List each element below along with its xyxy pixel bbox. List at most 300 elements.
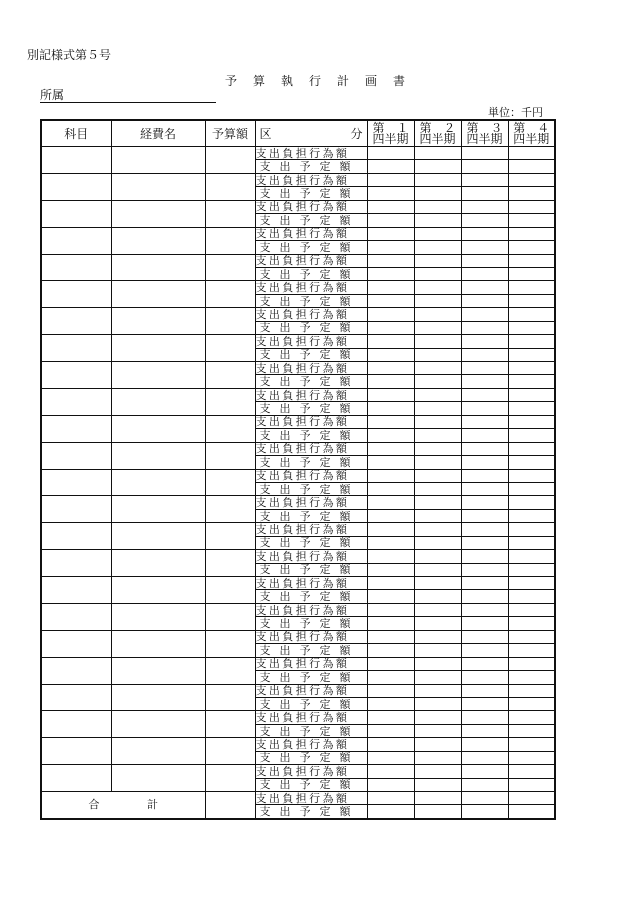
quarter-3-planned-cell[interactable] — [461, 348, 508, 361]
quarter-1-commitment-cell[interactable] — [367, 523, 414, 536]
budget-amount-cell[interactable] — [205, 281, 255, 308]
quarter-2-commitment-cell[interactable] — [414, 630, 461, 643]
quarter-2-planned-cell[interactable] — [414, 348, 461, 361]
quarter-1-planned-cell[interactable] — [367, 187, 414, 200]
quarter-2-commitment-cell[interactable] — [414, 335, 461, 348]
quarter-3-planned-cell[interactable] — [461, 214, 508, 227]
quarter-1-planned-cell[interactable] — [367, 751, 414, 764]
quarter-4-planned-cell[interactable] — [508, 617, 555, 630]
expense-name-cell[interactable] — [111, 362, 205, 389]
quarter-1-commitment-cell[interactable] — [367, 657, 414, 670]
quarter-3-commitment-cell[interactable] — [461, 200, 508, 213]
subject-cell[interactable] — [41, 173, 111, 200]
expense-name-cell[interactable] — [111, 469, 205, 496]
quarter-2-planned-cell[interactable] — [414, 509, 461, 522]
quarter-4-commitment-cell[interactable] — [508, 765, 555, 778]
expenditure-planned-label: 支出予定額 — [255, 590, 367, 603]
expense-name-cell[interactable] — [111, 442, 205, 469]
expense-name-cell[interactable] — [111, 577, 205, 604]
quarter-1-planned-cell[interactable] — [367, 241, 414, 254]
expense-name-cell[interactable] — [111, 308, 205, 335]
quarter-4-commitment-cell[interactable] — [508, 738, 555, 751]
quarter-3-commitment-cell[interactable] — [461, 603, 508, 616]
quarter-1-planned-cell[interactable] — [367, 214, 414, 227]
quarter-1-planned-cell[interactable] — [367, 563, 414, 576]
subject-cell[interactable] — [41, 523, 111, 550]
quarter-2-commitment-cell[interactable] — [414, 657, 461, 670]
quarter-2-planned-cell[interactable] — [414, 617, 461, 630]
quarter-1-planned-cell[interactable] — [367, 590, 414, 603]
quarter-2-planned-cell[interactable] — [414, 241, 461, 254]
quarter-3-commitment-cell[interactable] — [461, 308, 508, 321]
budget-amount-cell[interactable] — [205, 711, 255, 738]
expenditure-commitment-label: 支出負担行為額 — [255, 603, 367, 616]
quarter-3-commitment-cell[interactable] — [461, 765, 508, 778]
subject-cell[interactable] — [41, 765, 111, 792]
unit-label: 単位：千円 — [488, 106, 543, 119]
expenditure-planned-label: 支出予定額 — [255, 214, 367, 227]
quarter-3-planned-cell[interactable] — [461, 187, 508, 200]
subject-cell[interactable] — [41, 442, 111, 469]
quarter-3-commitment-cell[interactable] — [461, 469, 508, 482]
quarter-4-commitment-cell[interactable] — [508, 308, 555, 321]
quarter-4-planned-cell[interactable] — [508, 778, 555, 791]
quarter-1-commitment-cell[interactable] — [367, 738, 414, 751]
quarter-1-planned-cell[interactable] — [367, 267, 414, 280]
quarter-3-planned-cell[interactable] — [461, 482, 508, 495]
quarter-3-commitment-cell[interactable] — [461, 415, 508, 428]
budget-amount-cell[interactable] — [205, 630, 255, 657]
quarter-1-commitment-cell[interactable] — [367, 308, 414, 321]
quarter-3-commitment-cell[interactable] — [461, 711, 508, 724]
quarter-4-planned-cell[interactable] — [508, 294, 555, 307]
quarter-2-commitment-cell[interactable] — [414, 496, 461, 509]
quarter-4-commitment-cell[interactable] — [508, 469, 555, 482]
quarter-3-planned-cell[interactable] — [461, 671, 508, 684]
quarter-4-commitment-cell[interactable] — [508, 147, 555, 160]
quarter-2-planned-cell[interactable] — [414, 724, 461, 737]
quarter-4-commitment-cell[interactable] — [508, 173, 555, 186]
subject-cell[interactable] — [41, 603, 111, 630]
expense-name-cell[interactable] — [111, 684, 205, 711]
quarter-1-planned-cell[interactable] — [367, 697, 414, 710]
expense-name-cell[interactable] — [111, 738, 205, 765]
subject-cell[interactable] — [41, 147, 111, 174]
expense-name-cell[interactable] — [111, 200, 205, 227]
quarter-1-commitment-cell[interactable] — [367, 254, 414, 267]
quarter-3-commitment-cell[interactable] — [461, 173, 508, 186]
quarter-2-planned-cell[interactable] — [414, 563, 461, 576]
quarter-2-commitment-cell[interactable] — [414, 711, 461, 724]
subject-cell[interactable] — [41, 227, 111, 254]
subject-cell[interactable] — [41, 388, 111, 415]
quarter-1-planned-cell[interactable] — [367, 294, 414, 307]
quarter-3-planned-cell[interactable] — [461, 509, 508, 522]
quarter-1-planned-cell[interactable] — [367, 644, 414, 657]
subject-cell[interactable] — [41, 281, 111, 308]
quarter-2-planned-cell[interactable] — [414, 482, 461, 495]
budget-amount-cell[interactable] — [205, 550, 255, 577]
expense-name-cell[interactable] — [111, 550, 205, 577]
quarter-3-planned-cell[interactable] — [461, 375, 508, 388]
quarter-1-commitment-cell[interactable] — [367, 362, 414, 375]
expense-name-cell[interactable] — [111, 173, 205, 200]
quarter-4-commitment-cell[interactable] — [508, 603, 555, 616]
quarter-2-planned-cell[interactable] — [414, 375, 461, 388]
quarter-1-planned-cell[interactable] — [367, 671, 414, 684]
quarter-2-commitment-cell[interactable] — [414, 227, 461, 240]
affiliation-field[interactable]: 所属 — [40, 89, 216, 103]
quarter-4-commitment-cell[interactable] — [508, 550, 555, 563]
budget-amount-cell[interactable] — [205, 523, 255, 550]
quarter-2-planned-cell[interactable] — [414, 671, 461, 684]
quarter-2-planned-cell[interactable] — [414, 321, 461, 334]
subject-cell[interactable] — [41, 254, 111, 281]
quarter-4-commitment-cell[interactable] — [508, 630, 555, 643]
quarter-1-planned-cell[interactable] — [367, 482, 414, 495]
budget-amount-cell[interactable] — [205, 577, 255, 604]
quarter-1-commitment-cell[interactable] — [367, 147, 414, 160]
quarter-4-planned-cell[interactable] — [508, 724, 555, 737]
expenditure-commitment-label: 支出負担行為額 — [255, 442, 367, 455]
subject-cell[interactable] — [41, 308, 111, 335]
expenditure-commitment-label: 支出負担行為額 — [255, 254, 367, 267]
subject-cell[interactable] — [41, 630, 111, 657]
quarter-1-commitment-cell[interactable] — [367, 227, 414, 240]
quarter-4-planned-cell[interactable] — [508, 697, 555, 710]
quarter-2-planned-cell[interactable] — [414, 214, 461, 227]
quarter-3-planned-cell[interactable] — [461, 456, 508, 469]
quarter-4-commitment-cell[interactable] — [508, 684, 555, 697]
quarter-3-commitment-cell[interactable] — [461, 577, 508, 590]
quarter-3-planned-cell[interactable] — [461, 160, 508, 173]
quarter-2-commitment-cell[interactable] — [414, 684, 461, 697]
budget-amount-cell[interactable] — [205, 738, 255, 765]
quarter-2-planned-cell[interactable] — [414, 294, 461, 307]
quarter-1-commitment-cell[interactable] — [367, 173, 414, 186]
quarter-2-planned-cell[interactable] — [414, 160, 461, 173]
quarter-2-commitment-cell[interactable] — [414, 281, 461, 294]
header-subject: 科目 — [41, 120, 111, 147]
quarter-2-commitment-cell[interactable] — [414, 523, 461, 536]
budget-amount-cell[interactable] — [205, 308, 255, 335]
quarter-3-planned-cell[interactable] — [461, 536, 508, 549]
subject-cell[interactable] — [41, 200, 111, 227]
quarter-1-commitment-cell[interactable] — [367, 684, 414, 697]
budget-amount-cell[interactable] — [205, 335, 255, 362]
quarter-3-commitment-cell[interactable] — [461, 442, 508, 455]
expenditure-planned-label: 支出予定額 — [255, 402, 367, 415]
quarter-1-commitment-cell[interactable] — [367, 630, 414, 643]
quarter-2-commitment-cell[interactable] — [414, 765, 461, 778]
quarter-3-commitment-cell[interactable] — [461, 792, 508, 805]
budget-amount-cell[interactable] — [205, 147, 255, 174]
quarter-3-commitment-cell[interactable] — [461, 684, 508, 697]
quarter-2-planned-cell[interactable] — [414, 644, 461, 657]
quarter-2-commitment-cell[interactable] — [414, 603, 461, 616]
quarter-2-planned-cell[interactable] — [414, 267, 461, 280]
quarter-3-commitment-cell[interactable] — [461, 657, 508, 670]
subject-cell[interactable] — [41, 469, 111, 496]
quarter-1-commitment-cell[interactable] — [367, 792, 414, 805]
budget-amount-cell[interactable] — [205, 442, 255, 469]
quarter-2-planned-cell[interactable] — [414, 751, 461, 764]
quarter-2-planned-cell[interactable] — [414, 697, 461, 710]
expense-name-cell[interactable] — [111, 657, 205, 684]
quarter-3-planned-cell[interactable] — [461, 241, 508, 254]
quarter-3-planned-cell[interactable] — [461, 429, 508, 442]
expense-name-cell[interactable] — [111, 254, 205, 281]
budget-amount-cell[interactable] — [205, 200, 255, 227]
quarter-4-commitment-cell[interactable] — [508, 388, 555, 401]
quarter-4-planned-cell[interactable] — [508, 348, 555, 361]
quarter-3-commitment-cell[interactable] — [461, 388, 508, 401]
quarter-4-commitment-cell[interactable] — [508, 362, 555, 375]
quarter-4-planned-cell[interactable] — [508, 751, 555, 764]
quarter-4-planned-cell[interactable] — [508, 402, 555, 415]
subject-cell[interactable] — [41, 362, 111, 389]
budget-amount-cell[interactable] — [205, 765, 255, 792]
quarter-4-planned-cell[interactable] — [508, 805, 555, 819]
quarter-4-commitment-cell[interactable] — [508, 792, 555, 805]
expense-name-cell[interactable] — [111, 765, 205, 792]
expense-name-cell[interactable] — [111, 388, 205, 415]
quarter-3-planned-cell[interactable] — [461, 321, 508, 334]
quarter-3-commitment-cell[interactable] — [461, 147, 508, 160]
quarter-4-planned-cell[interactable] — [508, 375, 555, 388]
budget-amount-cell[interactable] — [205, 657, 255, 684]
quarter-3-planned-cell[interactable] — [461, 724, 508, 737]
quarter-1-commitment-cell[interactable] — [367, 711, 414, 724]
quarter-3-planned-cell[interactable] — [461, 644, 508, 657]
quarter-4-commitment-cell[interactable] — [508, 657, 555, 670]
subject-cell[interactable] — [41, 335, 111, 362]
quarter-1-commitment-cell[interactable] — [367, 496, 414, 509]
quarter-1-commitment-cell[interactable] — [367, 442, 414, 455]
subject-cell[interactable] — [41, 711, 111, 738]
quarter-2-commitment-cell[interactable] — [414, 254, 461, 267]
table-row — [41, 335, 555, 348]
quarter-1-planned-cell[interactable] — [367, 778, 414, 791]
quarter-1-commitment-cell[interactable] — [367, 415, 414, 428]
quarter-1-planned-cell[interactable] — [367, 456, 414, 469]
quarter-3-planned-cell[interactable] — [461, 590, 508, 603]
quarter-4-planned-cell[interactable] — [508, 563, 555, 576]
quarter-4-planned-cell[interactable] — [508, 160, 555, 173]
quarter-3-commitment-cell[interactable] — [461, 523, 508, 536]
quarter-2-commitment-cell[interactable] — [414, 388, 461, 401]
quarter-4-planned-cell[interactable] — [508, 671, 555, 684]
quarter-1-planned-cell[interactable] — [367, 402, 414, 415]
quarter-2-commitment-cell[interactable] — [414, 308, 461, 321]
quarter-4-planned-cell[interactable] — [508, 241, 555, 254]
quarter-4-commitment-cell[interactable] — [508, 200, 555, 213]
quarter-3-commitment-cell[interactable] — [461, 496, 508, 509]
expense-name-cell[interactable] — [111, 523, 205, 550]
expenditure-planned-label: 支出予定額 — [255, 778, 367, 791]
quarter-1-planned-cell[interactable] — [367, 348, 414, 361]
budget-amount-cell[interactable] — [205, 684, 255, 711]
quarter-1-planned-cell[interactable] — [367, 321, 414, 334]
expense-name-cell[interactable] — [111, 496, 205, 523]
quarter-2-commitment-cell[interactable] — [414, 442, 461, 455]
quarter-1-planned-cell[interactable] — [367, 724, 414, 737]
header-quarter-3: 第 ３ 四半期 — [461, 120, 508, 147]
quarter-4-commitment-cell[interactable] — [508, 415, 555, 428]
quarter-4-commitment-cell[interactable] — [508, 577, 555, 590]
budget-amount-cell[interactable] — [205, 603, 255, 630]
quarter-1-commitment-cell[interactable] — [367, 469, 414, 482]
subject-cell[interactable] — [41, 496, 111, 523]
expense-name-cell[interactable] — [111, 603, 205, 630]
quarter-2-commitment-cell[interactable] — [414, 173, 461, 186]
budget-amount-cell[interactable] — [205, 362, 255, 389]
expense-name-cell[interactable] — [111, 630, 205, 657]
quarter-3-planned-cell[interactable] — [461, 751, 508, 764]
quarter-4-planned-cell[interactable] — [508, 536, 555, 549]
quarter-4-planned-cell[interactable] — [508, 644, 555, 657]
total-row — [41, 792, 555, 805]
quarter-3-planned-cell[interactable] — [461, 294, 508, 307]
subject-cell[interactable] — [41, 684, 111, 711]
expenditure-planned-label: 支出予定額 — [255, 267, 367, 280]
quarter-2-planned-cell[interactable] — [414, 590, 461, 603]
quarter-2-planned-cell[interactable] — [414, 805, 461, 819]
quarter-3-planned-cell[interactable] — [461, 563, 508, 576]
quarter-2-planned-cell[interactable] — [414, 456, 461, 469]
expenditure-planned-label: 支出予定額 — [255, 482, 367, 495]
budget-amount-cell[interactable] — [205, 415, 255, 442]
quarter-2-commitment-cell[interactable] — [414, 469, 461, 482]
quarter-2-commitment-cell[interactable] — [414, 550, 461, 563]
quarter-1-planned-cell[interactable] — [367, 160, 414, 173]
expense-name-cell[interactable] — [111, 147, 205, 174]
quarter-1-commitment-cell[interactable] — [367, 200, 414, 213]
quarter-4-commitment-cell[interactable] — [508, 254, 555, 267]
quarter-3-commitment-cell[interactable] — [461, 227, 508, 240]
quarter-3-planned-cell[interactable] — [461, 617, 508, 630]
quarter-3-commitment-cell[interactable] — [461, 630, 508, 643]
quarter-3-commitment-cell[interactable] — [461, 281, 508, 294]
expense-name-cell[interactable] — [111, 711, 205, 738]
quarter-4-planned-cell[interactable] — [508, 456, 555, 469]
quarter-4-commitment-cell[interactable] — [508, 335, 555, 348]
expenditure-commitment-label: 支出負担行為額 — [255, 711, 367, 724]
quarter-1-planned-cell[interactable] — [367, 509, 414, 522]
quarter-4-planned-cell[interactable] — [508, 590, 555, 603]
quarter-3-commitment-cell[interactable] — [461, 335, 508, 348]
quarter-4-planned-cell[interactable] — [508, 509, 555, 522]
expenditure-commitment-label: 支出負担行為額 — [255, 335, 367, 348]
quarter-4-commitment-cell[interactable] — [508, 523, 555, 536]
budget-amount-cell[interactable] — [205, 496, 255, 523]
quarter-1-commitment-cell[interactable] — [367, 388, 414, 401]
expenditure-commitment-label: 支出負担行為額 — [255, 173, 367, 186]
expenditure-planned-label: 支出予定額 — [255, 187, 367, 200]
quarter-1-planned-cell[interactable] — [367, 375, 414, 388]
quarter-2-planned-cell[interactable] — [414, 187, 461, 200]
expenditure-planned-label: 支出予定額 — [255, 294, 367, 307]
budget-amount-cell[interactable] — [205, 254, 255, 281]
header-category: 区 分 — [255, 120, 367, 147]
subject-cell[interactable] — [41, 738, 111, 765]
quarter-2-commitment-cell[interactable] — [414, 792, 461, 805]
expense-name-cell[interactable] — [111, 335, 205, 362]
budget-amount-cell[interactable] — [205, 469, 255, 496]
expense-name-cell[interactable] — [111, 227, 205, 254]
expense-name-cell[interactable] — [111, 281, 205, 308]
budget-amount-cell[interactable] — [205, 792, 255, 819]
quarter-2-planned-cell[interactable] — [414, 429, 461, 442]
quarter-3-commitment-cell[interactable] — [461, 738, 508, 751]
quarter-4-commitment-cell[interactable] — [508, 227, 555, 240]
quarter-4-commitment-cell[interactable] — [508, 496, 555, 509]
subject-cell[interactable] — [41, 577, 111, 604]
quarter-4-planned-cell[interactable] — [508, 214, 555, 227]
total-label: 合 計 — [41, 792, 205, 819]
quarter-2-commitment-cell[interactable] — [414, 415, 461, 428]
expense-name-cell[interactable] — [111, 415, 205, 442]
quarter-2-planned-cell[interactable] — [414, 402, 461, 415]
quarter-2-commitment-cell[interactable] — [414, 200, 461, 213]
expenditure-planned-label: 支出予定額 — [255, 509, 367, 522]
quarter-2-planned-cell[interactable] — [414, 778, 461, 791]
subject-cell[interactable] — [41, 415, 111, 442]
quarter-1-commitment-cell[interactable] — [367, 577, 414, 590]
quarter-2-commitment-cell[interactable] — [414, 362, 461, 375]
budget-amount-cell[interactable] — [205, 173, 255, 200]
quarter-1-commitment-cell[interactable] — [367, 603, 414, 616]
quarter-3-planned-cell[interactable] — [461, 778, 508, 791]
budget-amount-cell[interactable] — [205, 227, 255, 254]
quarter-4-planned-cell[interactable] — [508, 482, 555, 495]
quarter-1-commitment-cell[interactable] — [367, 335, 414, 348]
quarter-4-planned-cell[interactable] — [508, 187, 555, 200]
quarter-4-planned-cell[interactable] — [508, 267, 555, 280]
budget-amount-cell[interactable] — [205, 388, 255, 415]
quarter-3-commitment-cell[interactable] — [461, 362, 508, 375]
quarter-2-commitment-cell[interactable] — [414, 577, 461, 590]
quarter-2-commitment-cell[interactable] — [414, 738, 461, 751]
quarter-4-planned-cell[interactable] — [508, 321, 555, 334]
quarter-2-commitment-cell[interactable] — [414, 147, 461, 160]
quarter-3-planned-cell[interactable] — [461, 697, 508, 710]
quarter-1-commitment-cell[interactable] — [367, 765, 414, 778]
quarter-3-planned-cell[interactable] — [461, 402, 508, 415]
table-row — [41, 550, 555, 563]
quarter-1-planned-cell[interactable] — [367, 429, 414, 442]
quarter-3-commitment-cell[interactable] — [461, 254, 508, 267]
table-row — [41, 281, 555, 294]
quarter-1-planned-cell[interactable] — [367, 536, 414, 549]
quarter-1-planned-cell[interactable] — [367, 805, 414, 819]
quarter-1-commitment-cell[interactable] — [367, 550, 414, 563]
subject-cell[interactable] — [41, 550, 111, 577]
quarter-4-commitment-cell[interactable] — [508, 442, 555, 455]
quarter-4-commitment-cell[interactable] — [508, 711, 555, 724]
quarter-4-planned-cell[interactable] — [508, 429, 555, 442]
quarter-1-planned-cell[interactable] — [367, 617, 414, 630]
quarter-4-commitment-cell[interactable] — [508, 281, 555, 294]
expenditure-planned-label: 支出予定額 — [255, 160, 367, 173]
subject-cell[interactable] — [41, 657, 111, 684]
table-row — [41, 254, 555, 267]
quarter-3-planned-cell[interactable] — [461, 805, 508, 819]
quarter-3-planned-cell[interactable] — [461, 267, 508, 280]
quarter-1-commitment-cell[interactable] — [367, 281, 414, 294]
quarter-3-commitment-cell[interactable] — [461, 550, 508, 563]
quarter-2-planned-cell[interactable] — [414, 536, 461, 549]
